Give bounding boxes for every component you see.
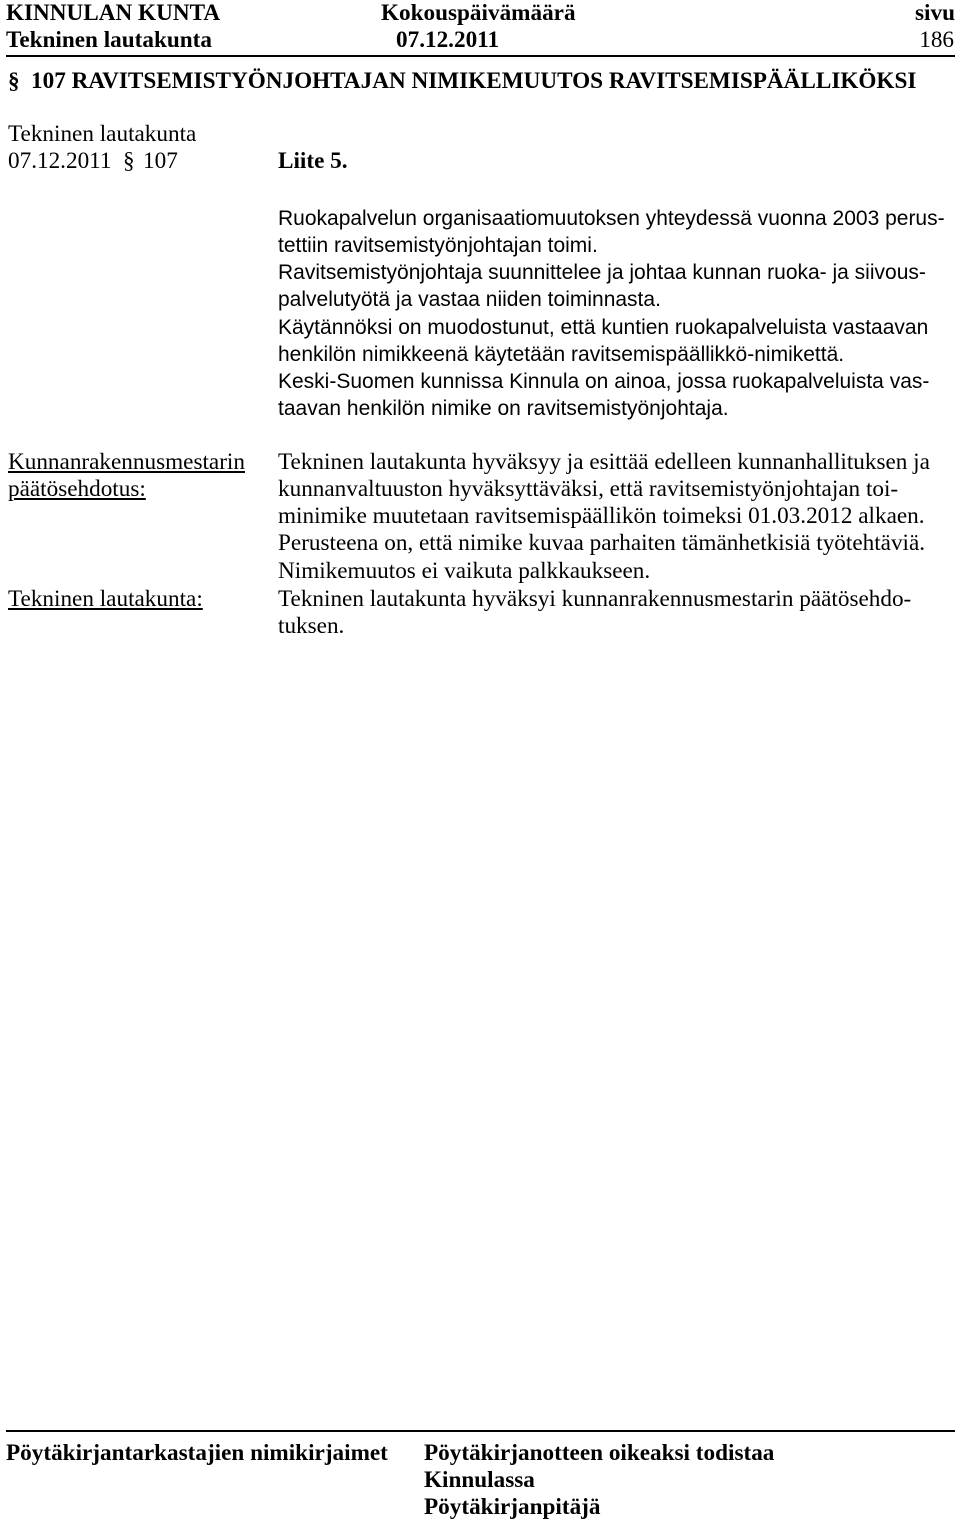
background-line: Ravitsemistyönjohtaja suunnittelee ja johtaa kunnan ruoka- ja siivous- <box>278 261 926 285</box>
background-line: henkilön nimikkeenä käytetään ravitsemispäällikkö-nimikettä. <box>278 342 845 366</box>
header-municipality: KINNULAN KUNTA <box>6 0 221 26</box>
proposal-label <box>8 449 245 503</box>
background-line: Ruokapalvelun organisaatiomuutoksen yhteydessä vuonna 2003 perus- <box>278 207 945 230</box>
proposal-label-line: päätösehdotus: <box>8 476 146 503</box>
reference-section-number: 107 <box>143 148 178 174</box>
background-line: palvelutyötä ja vastaa niiden toiminnasta. <box>278 288 661 312</box>
decision-text <box>278 586 911 640</box>
background-paragraph <box>278 205 945 422</box>
header-date: 07.12.2011 <box>396 27 500 53</box>
footer-certify-label: Pöytäkirjanotteen oikeaksi todistaa <box>424 1440 775 1466</box>
background-line: taavan henkilön nimike on ravitsemistyönjohtaja. <box>278 396 729 420</box>
decision-label <box>8 586 203 613</box>
footer-place: Kinnulassa <box>424 1467 535 1493</box>
footer-initials-label: Pöytäkirjantarkastajien nimikirjaimet <box>6 1440 388 1466</box>
section-heading <box>31 68 916 95</box>
reference-date: 07.12.2011 <box>8 148 112 174</box>
header-date-label: Kokouspäivämäärä <box>381 0 576 26</box>
proposal-line: Perusteena on, että nimike kuvaa parhaiten tämänhetkisiä työtehtäviä. <box>278 530 926 557</box>
header-board: Tekninen lautakunta <box>6 27 212 53</box>
header-page-number: 186 <box>919 27 954 53</box>
reference-section-symbol: § <box>123 148 135 174</box>
background-line: tettiin ravitsemistyönjohtajan toimi. <box>278 234 598 258</box>
section-title: RAVITSEMISTYÖNJOHTAJAN NIMIKEMUUTOS RAVITSEMISPÄÄLLIKÖKSI <box>71 68 917 94</box>
proposal-label-line: Kunnanrakennusmestarin <box>8 449 245 475</box>
footer-secretary: Pöytäkirjanpitäjä <box>424 1494 601 1520</box>
background-line: Käytännöksi on muodostunut, että kuntien ruokapalveluista vastaavan <box>278 315 929 339</box>
header-rule <box>6 55 955 57</box>
proposal-line: kunnanvaltuuston hyväksyttäväksi, että ravitsemistyönjohtajan toi- <box>278 476 899 503</box>
proposal-line: minimike muutetaan ravitsemispäällikön toimeksi 01.03.2012 alkaen. <box>278 503 925 530</box>
proposal-line: Nimikemuutos ei vaikuta palkkaukseen. <box>278 557 651 584</box>
section-symbol: § <box>8 68 20 94</box>
footer-rule <box>6 1430 955 1432</box>
decision-line: Tekninen lautakunta hyväksyi kunnanrakennusmestarin päätösehdo- <box>278 586 912 612</box>
reference-board: Tekninen lautakunta <box>8 121 197 147</box>
proposal-text <box>278 449 930 585</box>
decision-line: tuksen. <box>278 613 345 640</box>
background-line: Keski-Suomen kunnissa Kinnula on ainoa, jossa ruokapalveluista vas- <box>278 369 930 393</box>
proposal-line: Tekninen lautakunta hyväksyy ja esittää edelleen kunnanhallituksen ja <box>278 449 930 475</box>
header-page-label: sivu <box>915 0 955 26</box>
decision-label-text: Tekninen lautakunta: <box>8 586 203 612</box>
attachment-label: Liite 5. <box>278 148 348 174</box>
section-number: 107 <box>31 68 66 94</box>
